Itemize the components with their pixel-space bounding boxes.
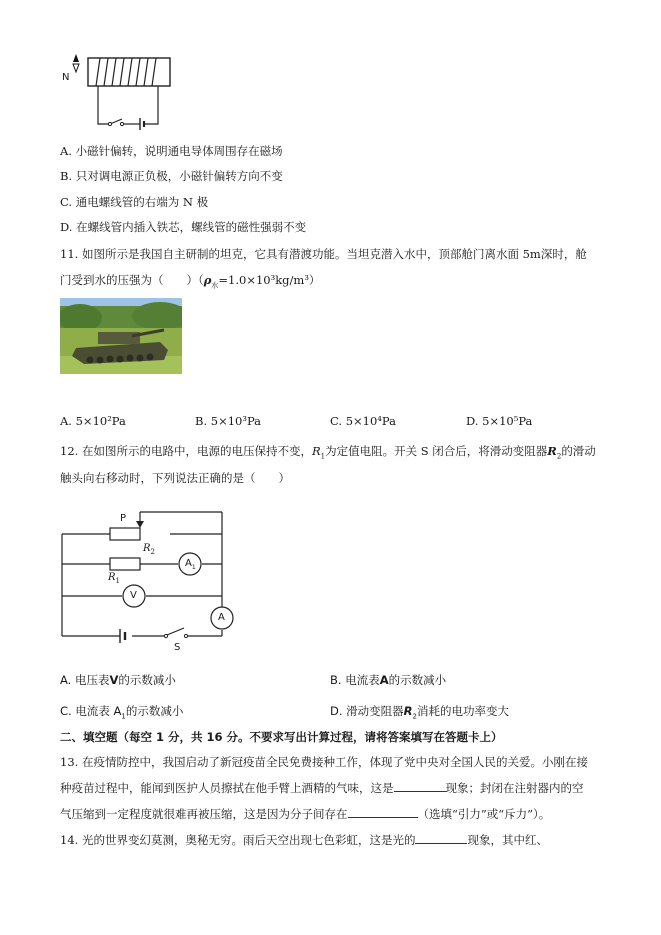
q13-line3: 气压缩到一定程度就很难再被压缩，这是因为分子间存在 （选填“引力”或“斥力”）。 [60,807,551,821]
q11-option-a: A. 5×10²Pa [60,414,126,428]
q12-option-c: C. 电流表 $A_1$的示数减小 [60,704,184,721]
q10-option-c: C. 通电螺线管的右端为 N 极 [60,195,209,209]
circuit-label-p: P [120,513,127,524]
resistor-r1 [110,558,140,570]
q12-stem-line2: 触头向右移动时，下列说法正确的是（ ） [60,471,290,485]
circuit-diagram [58,500,248,650]
switch-icon [167,628,184,635]
q12-stem-line1: 12. 在如图所示的电路中，电源的电压保持不变，$R_1$为定值电阻。开关 S 闭合后，将滑动变阻器$R_2$的滑动 [60,444,596,461]
compass-n-label: N [62,72,70,83]
q10-option-b: B. 只对调电源正负极，小磁针偏转方向不变 [60,169,283,183]
q11-stem-line1: 11. 如图所示是我国自主研制的坦克，它具有潜渡功能。当坦克潜入水中，顶部舱门离水面 5m深时，舱 [60,247,587,261]
rheostat-r2 [110,528,140,540]
q13-line1: 13. 在疫情防控中，我国启动了新冠疫苗全民免费接种工作，体现了党中央对全国人民的关爱。小刚在接 [60,755,588,769]
circuit-label-s: S [174,642,181,653]
circuit-label-r1: $R_1$ [108,572,120,585]
section2-heading: 二、填空题（每空 1 分，共 16 分。不要求写出计算过程，请将答案填写在答题卡上） [60,730,503,744]
q11-option-c: C. 5×10⁴Pa [330,414,396,428]
q12-option-d: D. 滑动变阻器$R_2$消耗的电功率变大 [330,704,509,721]
q14-line1: 14. 光的世界变幻莫测，奥秘无穷。雨后天空出现七色彩虹，这是光的 现象，其中红、 [60,833,548,847]
q13-line2: 种疫苗过程中，能闻到医护人员擦拭在他手臂上酒精的气味，这是 现象；封闭在注射器内的空 [60,781,584,795]
circuit-label-a: A [218,612,225,623]
circuit-label-v: V [130,590,137,601]
solenoid-figure [58,52,198,132]
compass-needle-icon [73,54,79,62]
circuit-label-r2: $R_2$ [143,543,155,556]
q12-option-a: A. 电压表V的示数减小 [60,673,176,687]
q10-option-a: A. 小磁针偏转，说明通电导体周围存在磁场 [60,144,283,158]
q12-option-b: B. 电流表A的示数减小 [330,673,447,687]
circuit-label-a1: $A_1$ [185,558,196,571]
q10-option-d: D. 在螺线管内插入铁芯，螺线管的磁性强弱不变 [60,220,307,234]
q11-stem-line2: 门受到水的压强为（ ）$(\rho_水=1.0\times 10^3kg/m^3)$ [60,273,321,290]
q13-blank-1[interactable] [394,781,446,792]
q11-option-d: D. 5×10⁵Pa [466,414,533,428]
q11-option-b: B. 5×10³Pa [195,414,262,428]
q13-blank-2[interactable] [348,807,418,818]
tank-photo [60,298,182,374]
q14-blank-1[interactable] [415,833,467,844]
